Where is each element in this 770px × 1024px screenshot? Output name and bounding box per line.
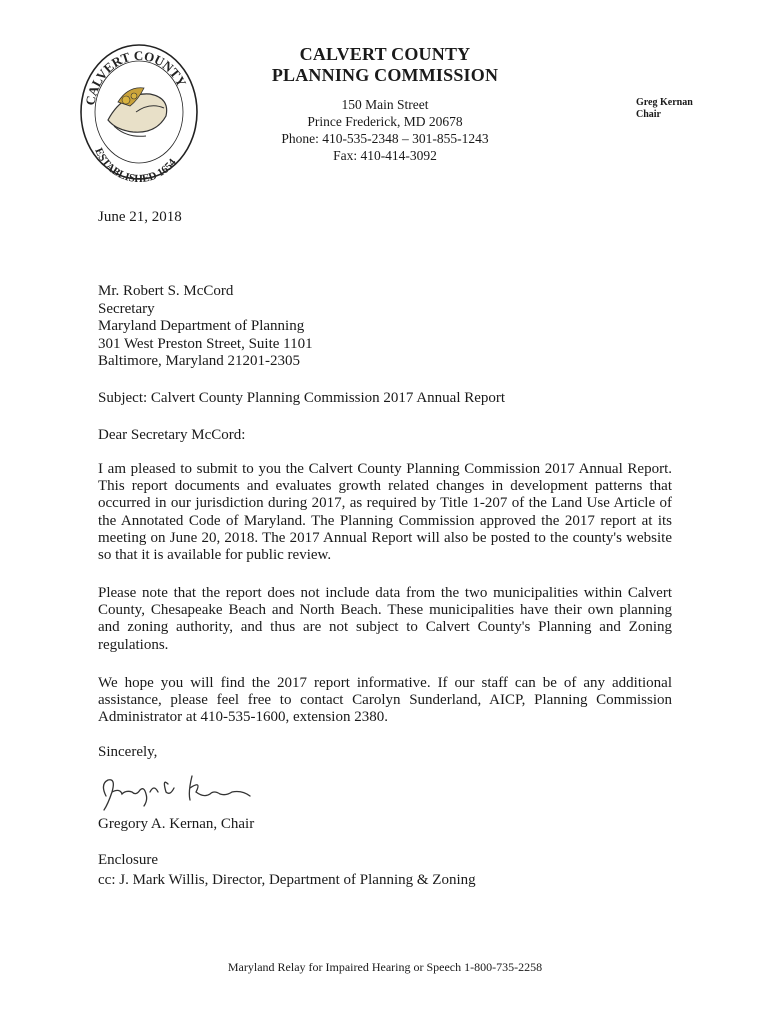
letter-date: June 21, 2018	[98, 209, 182, 225]
subject-line: Subject: Calvert County Planning Commission 2017 Annual Report	[98, 390, 506, 406]
address-line-2: Prince Frederick, MD 20678	[307, 114, 463, 129]
recipient-line: Baltimore, Maryland 21201-2305	[98, 353, 301, 369]
recipient-line: Secretary	[98, 300, 155, 317]
phone-line: Phone: 410-535-2348 – 301-855-1243	[281, 131, 489, 146]
body-paragraph-2: Please note that the report does not include data from the two municipalities within Calvert County, Chesapeake Beach and North Beach. These municipalities have their own planning and zoning authority, and thus are not subject to Calvert County's Planning and Zoning regulations.	[98, 585, 672, 653]
closing: Sincerely,	[98, 744, 158, 760]
recipient-block	[98, 283, 313, 371]
seal-bottom-text: ESTABLISHED 1654	[92, 146, 179, 182]
footer-relay: Maryland Relay for Impaired Hearing or Speech 1-800-735-2258	[227, 960, 543, 974]
fax-line: Fax: 410-414-3092	[333, 148, 437, 163]
enclosure-note: Enclosure	[98, 852, 158, 868]
salutation: Dear Secretary McCord:	[98, 427, 246, 443]
chair-title: Chair	[636, 109, 661, 120]
org-line-2: PLANNING COMMISSION	[271, 65, 499, 85]
body-paragraph-1: I am pleased to submit to you the Calvert County Planning Commission 2017 Annual Report. This report documents and evaluates growth related changes in development patterns that occurred in our jurisdiction during 2017, as required by Title 1-207 of the Land Use Article of the Annotated Code of Maryland. The Planning Commission approved the 2017 report at its meeting on June 20, 2018. The 2017 Annual Report will also be posted to the county's website so that it is available for public review.	[98, 461, 672, 564]
seal-top-text: CALVERT COUNTY	[82, 47, 190, 107]
cc-line: cc: J. Mark Willis, Director, Department of Planning & Zoning	[98, 872, 476, 888]
body-paragraph-3: We hope you will find the 2017 report informative. If our staff can be of any additional assistance, please feel free to contact Carolyn Sunderland, AICP, Planning Commission Administrator at 410-535-1600, extension 2380.	[98, 675, 672, 726]
address-line-1: 150 Main Street	[341, 97, 429, 112]
organization-name	[0, 44, 770, 86]
org-line-1: CALVERT COUNTY	[299, 44, 471, 64]
recipient-line: 301 West Preston Street, Suite 1101	[98, 335, 313, 352]
recipient-line: Maryland Department of Planning	[98, 318, 305, 334]
recipient-line: Mr. Robert S. McCord	[98, 283, 234, 299]
chair-block	[636, 97, 693, 121]
chair-name: Greg Kernan	[636, 97, 693, 108]
signer-name: Gregory A. Kernan, Chair	[98, 816, 255, 832]
signature	[92, 766, 252, 816]
